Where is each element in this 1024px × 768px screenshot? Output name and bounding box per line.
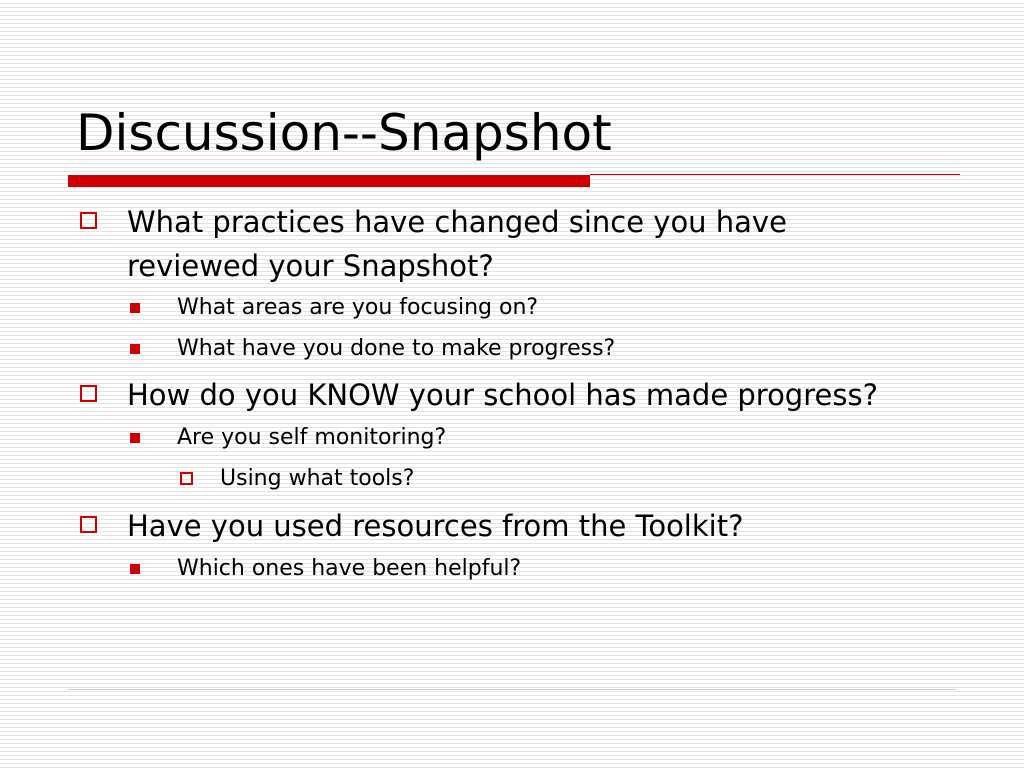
bullet-level1: Have you used resources from the Toolkit? bbox=[127, 509, 744, 543]
bullet-level1-line1: What practices have changed since you have bbox=[127, 205, 787, 239]
footer-divider bbox=[68, 689, 956, 690]
filled-square-bullet-icon bbox=[130, 303, 140, 313]
title-underline-line bbox=[590, 174, 960, 175]
filled-square-bullet-icon bbox=[130, 564, 140, 574]
hollow-square-bullet-icon bbox=[80, 212, 97, 229]
bullet-level1: How do you KNOW your school has made progress? bbox=[127, 378, 878, 412]
filled-square-bullet-icon bbox=[130, 344, 140, 354]
bullet-level2: What have you done to make progress? bbox=[177, 336, 616, 361]
title-underline-bar bbox=[68, 175, 590, 187]
hollow-square-bullet-icon bbox=[180, 472, 193, 485]
slide-title: Discussion--Snapshot bbox=[76, 104, 612, 162]
bullet-level2: What areas are you focusing on? bbox=[177, 295, 539, 320]
bullet-level3: Using what tools? bbox=[220, 466, 415, 491]
bullet-level2: Which ones have been helpful? bbox=[177, 556, 522, 581]
filled-square-bullet-icon bbox=[130, 433, 140, 443]
bullet-level2: Are you self monitoring? bbox=[177, 425, 447, 450]
hollow-square-bullet-icon bbox=[80, 385, 97, 402]
hollow-square-bullet-icon bbox=[80, 516, 97, 533]
bullet-level1-line2: reviewed your Snapshot? bbox=[127, 249, 494, 283]
